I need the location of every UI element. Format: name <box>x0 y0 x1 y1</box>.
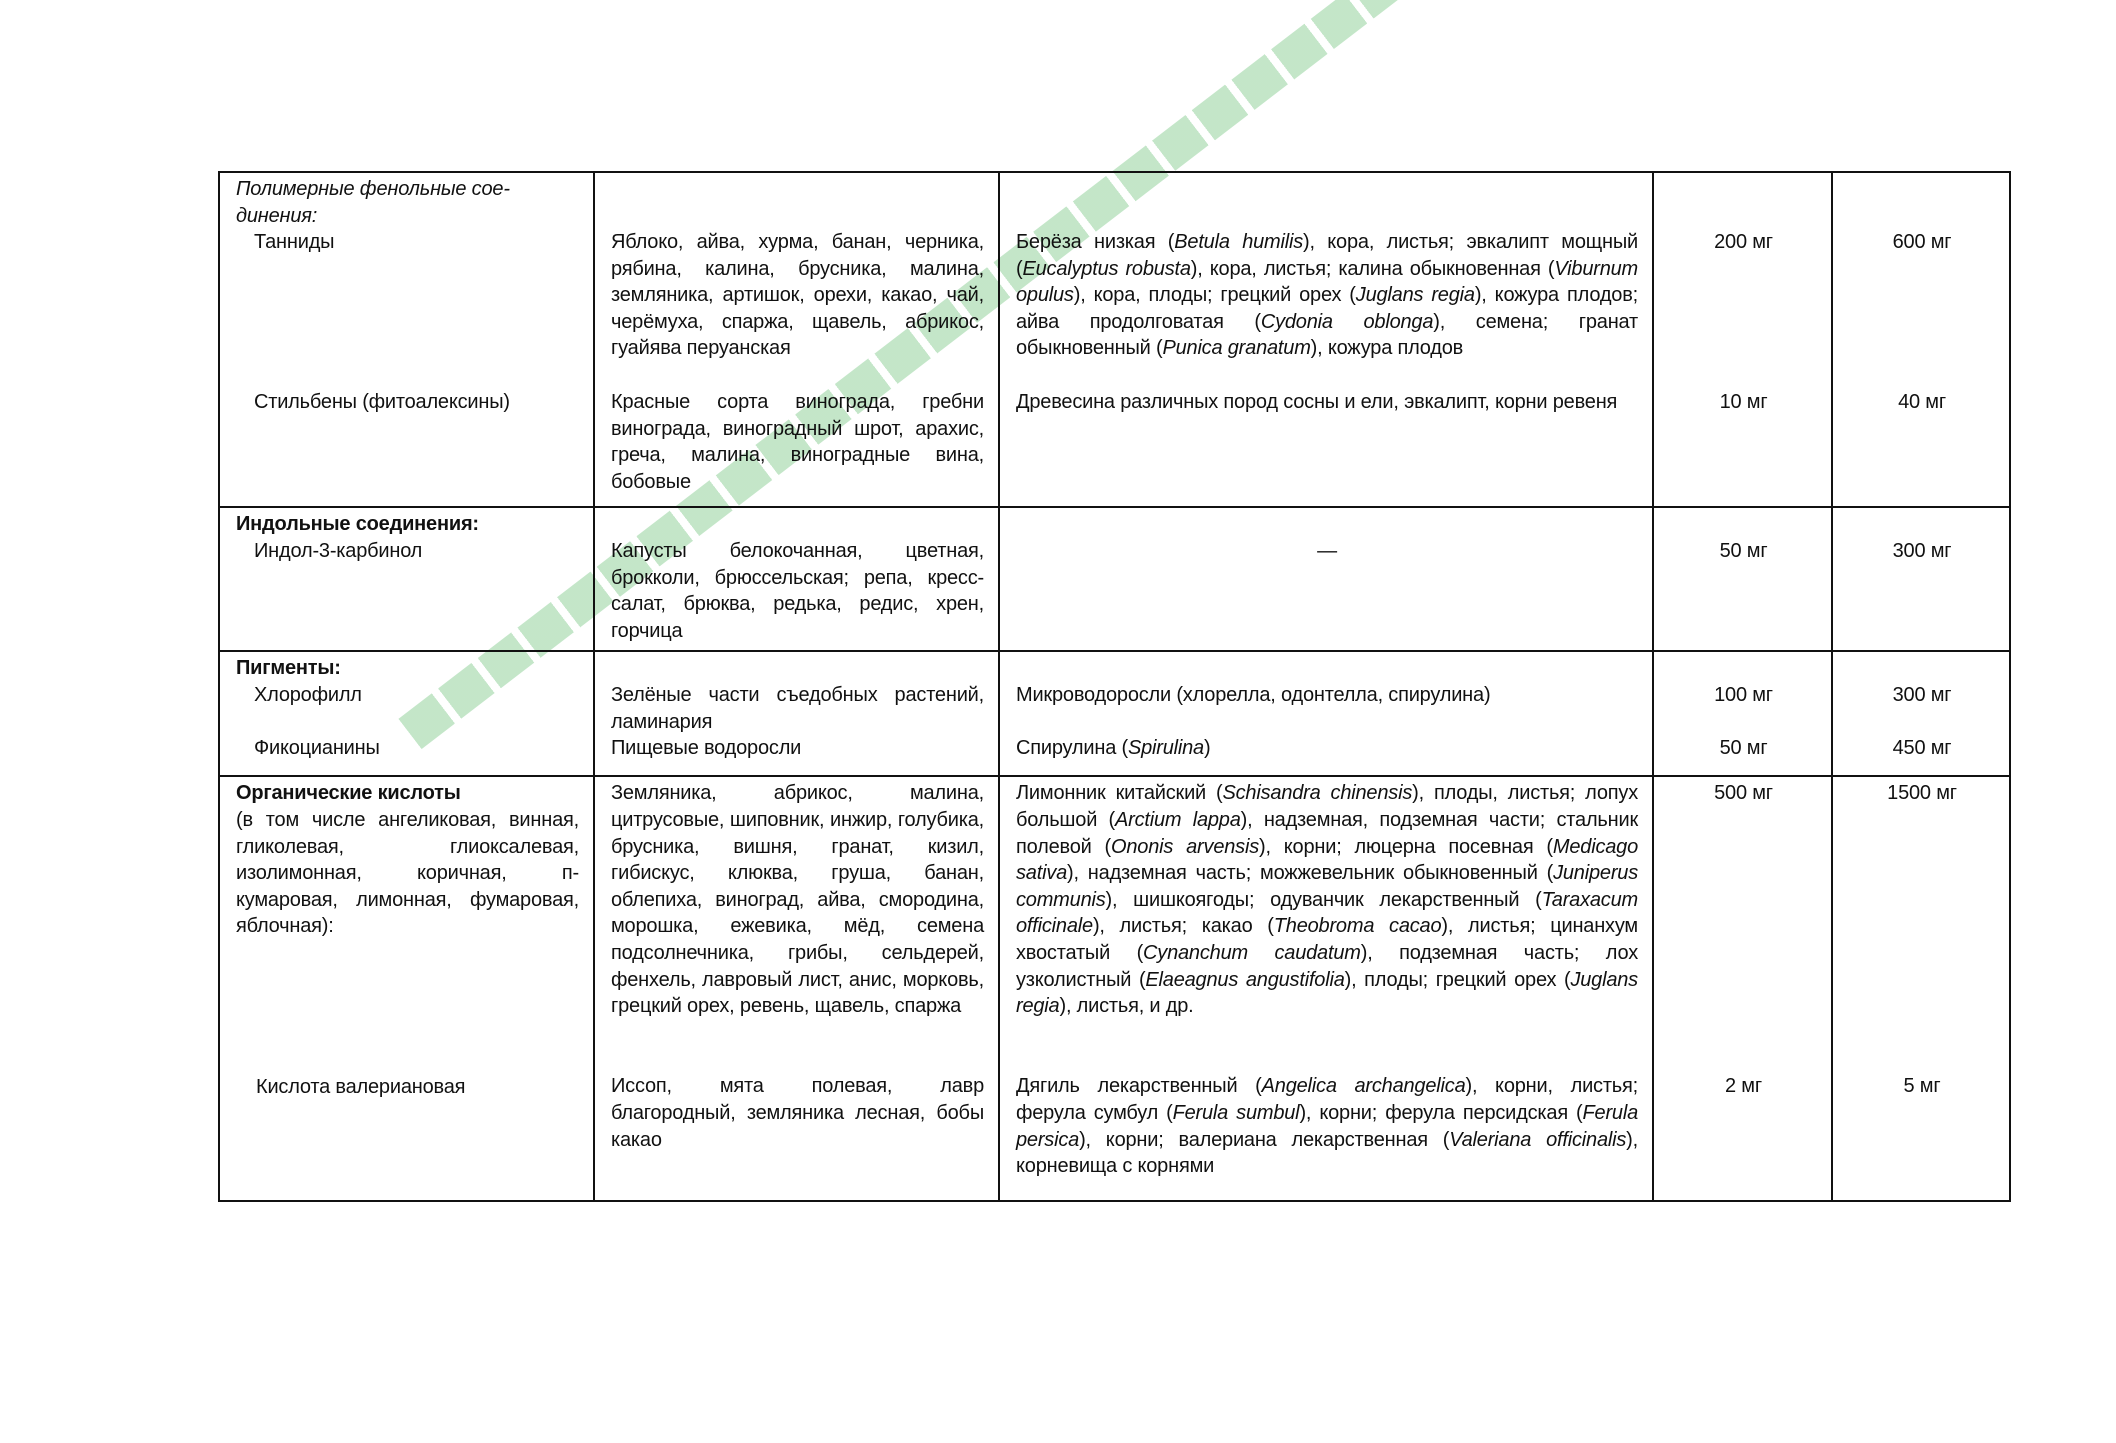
compound-name: Кислота валериановая <box>256 1075 466 1098</box>
category-cell <box>219 776 594 1201</box>
text-fragment: Древесина различных пород сосны и ели, эвкалипт, корни ревеня <box>1016 391 1618 413</box>
latin-name: Ononis arvensis <box>1111 835 1260 858</box>
dose-max-cell <box>1832 172 2010 507</box>
table-row-pigments <box>219 651 2010 776</box>
plant-sources <box>1016 389 1638 416</box>
dose-value: 50 мг <box>1719 737 1768 760</box>
plant-sources <box>1016 780 1638 1073</box>
dose-max-cell <box>1832 651 2010 776</box>
food-sources-cell <box>594 172 999 507</box>
dose-min-cell <box>1653 507 1832 651</box>
food-sources: Пищевые водоросли <box>611 737 802 760</box>
table-row-polymeric-phenols <box>219 172 2010 507</box>
compound-name: Фикоцианины <box>254 736 380 759</box>
category-cell <box>219 172 594 507</box>
dose-value: 300 мг <box>1892 684 1952 707</box>
text-fragment: ), кожура плодов <box>1310 337 1464 360</box>
table-row-indole-compounds <box>219 507 2010 651</box>
food-sources-cell <box>594 651 999 776</box>
food-sources: Красные сорта винограда, гребни винограда, виноградный шрот, арахис, греча, малина, виноградные вина, бобовые <box>611 391 984 493</box>
dose-value: 2 мг <box>1725 1075 1762 1098</box>
acid-list: (в том числе ангеликовая, винная, гликолевая, глиоксалевая, изолимонная, коричная, п-кумаровая, лимонная, фумаровая, яблочная): <box>236 808 579 938</box>
text-fragment: ), листья, и др. <box>1059 995 1194 1018</box>
text-fragment: Спирулина ( <box>1016 737 1128 760</box>
latin-name: Valeriana officinalis <box>1449 1128 1627 1151</box>
text-fragment: Берёза низкая ( <box>1016 231 1175 253</box>
compound-name: Индол-3-карбинол <box>254 539 423 562</box>
latin-name: Juglans regia <box>1355 284 1475 307</box>
latin-name: Betula humilis <box>1174 231 1304 253</box>
category-cell <box>219 507 594 651</box>
food-sources: Иссоп, мята полевая, лавр благородный, земляника лесная, бобы какао <box>611 1075 984 1151</box>
dose-min-cell <box>1653 776 1832 1201</box>
latin-name: Spirulina <box>1127 737 1204 760</box>
text-fragment: ), шишкоягоды; одуванчик лекарственный ( <box>1105 888 1542 911</box>
plant-sources-cell <box>999 172 1653 507</box>
dose-value: 300 мг <box>1892 540 1952 562</box>
plant-sources <box>1016 538 1638 565</box>
latin-name: Cydonia oblonga <box>1260 310 1434 333</box>
dose-value: 450 мг <box>1892 737 1952 760</box>
latin-name: Ferula persica <box>1016 1101 1638 1151</box>
latin-name: Taraxacum officinale <box>1016 888 1638 938</box>
text-fragment: ), кора, листья; калина обыкновенная ( <box>1190 257 1555 280</box>
latin-name: Theobroma cacao <box>1273 915 1442 938</box>
latin-name: Ferula sumbul <box>1172 1101 1300 1124</box>
dose-value: 100 мг <box>1714 684 1773 707</box>
text-fragment: Микроводоросли (хлорелла, одонтелла, спирулина) <box>1016 684 1491 707</box>
text-fragment: Лимонник китайский ( <box>1016 782 1223 805</box>
food-sources: Яблоко, айва, хурма, банан, черника, рябина, калина, брусника, малина, земляника, артишок, орехи, какао, чай, черёмуха, спаржа, щавель, абрикос, гуайява перуанская <box>611 231 984 360</box>
plant-sources <box>1016 682 1638 735</box>
compound-name: Стильбены (фитоалексины) <box>254 390 510 413</box>
plant-sources-cell <box>999 776 1653 1201</box>
plant-sources <box>1016 229 1638 389</box>
food-sources: Зелёные части съедобных растений, ламинария <box>611 684 984 733</box>
category-cell <box>219 651 594 776</box>
text-fragment: ), корни; валериана лекарственная ( <box>1079 1128 1450 1151</box>
phytonutrient-table <box>218 171 2011 1202</box>
dose-value: 50 мг <box>1719 540 1768 562</box>
dose-max-cell <box>1832 776 2010 1201</box>
text-fragment: ), плоды; грецкий орех ( <box>1344 968 1571 991</box>
group-title: Органические кислоты <box>236 782 461 805</box>
text-fragment: ), листья; цинанхум хвостатый ( <box>1016 915 1638 964</box>
text-fragment: ), надземная часть; можжевельник обыкновенный ( <box>1067 862 1554 885</box>
latin-name: Arctium lappa <box>1114 808 1241 831</box>
latin-name: Schisandra chinensis <box>1222 782 1413 805</box>
latin-name: Angelica archangelica <box>1261 1075 1466 1098</box>
latin-name: Punica granatum <box>1162 337 1311 360</box>
text-fragment: ), надземная, подземная части; стальник полевой ( <box>1016 808 1638 858</box>
text-fragment: ), листья; какао ( <box>1092 915 1274 938</box>
text-fragment: ), корни; ферула персидская ( <box>1299 1101 1583 1124</box>
plant-sources <box>1016 735 1638 762</box>
compound-name: Хлорофилл <box>254 683 362 706</box>
text-fragment: — <box>1317 540 1337 562</box>
dose-value: 10 мг <box>1719 391 1768 413</box>
latin-name: Juglans regia <box>1016 968 1638 1018</box>
food-sources: Капусты белокочанная, цветная, брокколи, брюссельская; репа, кресс-салат, брюква, редька, редис, хрен, горчица <box>611 540 984 642</box>
text-fragment: ), корни, листья; ферула сумбул ( <box>1016 1075 1639 1124</box>
text-fragment: ), корни; люцерна посевная ( <box>1259 835 1553 858</box>
food-sources-cell <box>594 776 999 1201</box>
group-title: Полимерные фенольные сое- <box>236 178 510 200</box>
table-row-organic-acids <box>219 776 2010 1201</box>
text-fragment: Дягиль лекарственный ( <box>1016 1075 1262 1098</box>
compound-name: Танниды <box>254 231 335 254</box>
latin-name: Elaeagnus angustifolia <box>1145 968 1345 991</box>
dose-value: 5 мг <box>1903 1075 1941 1098</box>
dose-max-cell <box>1832 507 2010 651</box>
text-fragment: ), подземная часть; лох узколистный ( <box>1016 941 1639 991</box>
text-fragment: ) <box>1203 737 1211 760</box>
group-title: Индольные соединения: <box>236 513 479 535</box>
text-fragment: ), плоды, листья; лопух большой ( <box>1016 782 1638 831</box>
text-fragment: ), кора, листья; эвкалипт мощный ( <box>1016 231 1638 280</box>
latin-name: Eucalyptus robusta <box>1022 257 1191 280</box>
plant-sources <box>1016 1073 1638 1179</box>
text-fragment: ), кора, плоды; грецкий орех ( <box>1073 284 1356 307</box>
group-title-cont: динения: <box>236 204 318 227</box>
dose-value: 600 мг <box>1892 231 1952 253</box>
dose-value: 200 мг <box>1714 231 1773 253</box>
dose-value: 40 мг <box>1898 391 1946 413</box>
text-fragment: ), корневища с корнями <box>1016 1128 1638 1178</box>
food-sources: Земляника, абрикос, малина, цитрусовые, шиповник, инжир, голубика, брусника, вишня, гранат, кизил, гибискус, клюква, груша, банан, облепиха, виноград, айва, смородина, морошка, ежевика, мёд, семена подсолнечника, грибы, сельдерей, фенхель, лавровый лист, анис, морковь, грецкий орех, ревень, щавель, спаржа <box>611 782 984 1018</box>
text-fragment: ), семена; гранат обыкновенный ( <box>1016 310 1638 360</box>
latin-name: Viburnum opulus <box>1016 257 1639 307</box>
dose-value: 500 мг <box>1714 782 1773 805</box>
group-title: Пигменты: <box>236 657 341 680</box>
latin-name: Medicago sativa <box>1016 835 1639 885</box>
latin-name: Cynanchum caudatum <box>1143 941 1361 964</box>
plant-sources-cell <box>999 651 1653 776</box>
text-fragment: ), кожура плодов; айва продолговатая ( <box>1016 284 1639 333</box>
food-sources-cell <box>594 507 999 651</box>
latin-name: Juniperus communis <box>1016 862 1638 911</box>
plant-sources-cell <box>999 507 1653 651</box>
dose-min-cell <box>1653 651 1832 776</box>
dose-value: 1500 мг <box>1887 782 1957 805</box>
dose-min-cell <box>1653 172 1832 507</box>
